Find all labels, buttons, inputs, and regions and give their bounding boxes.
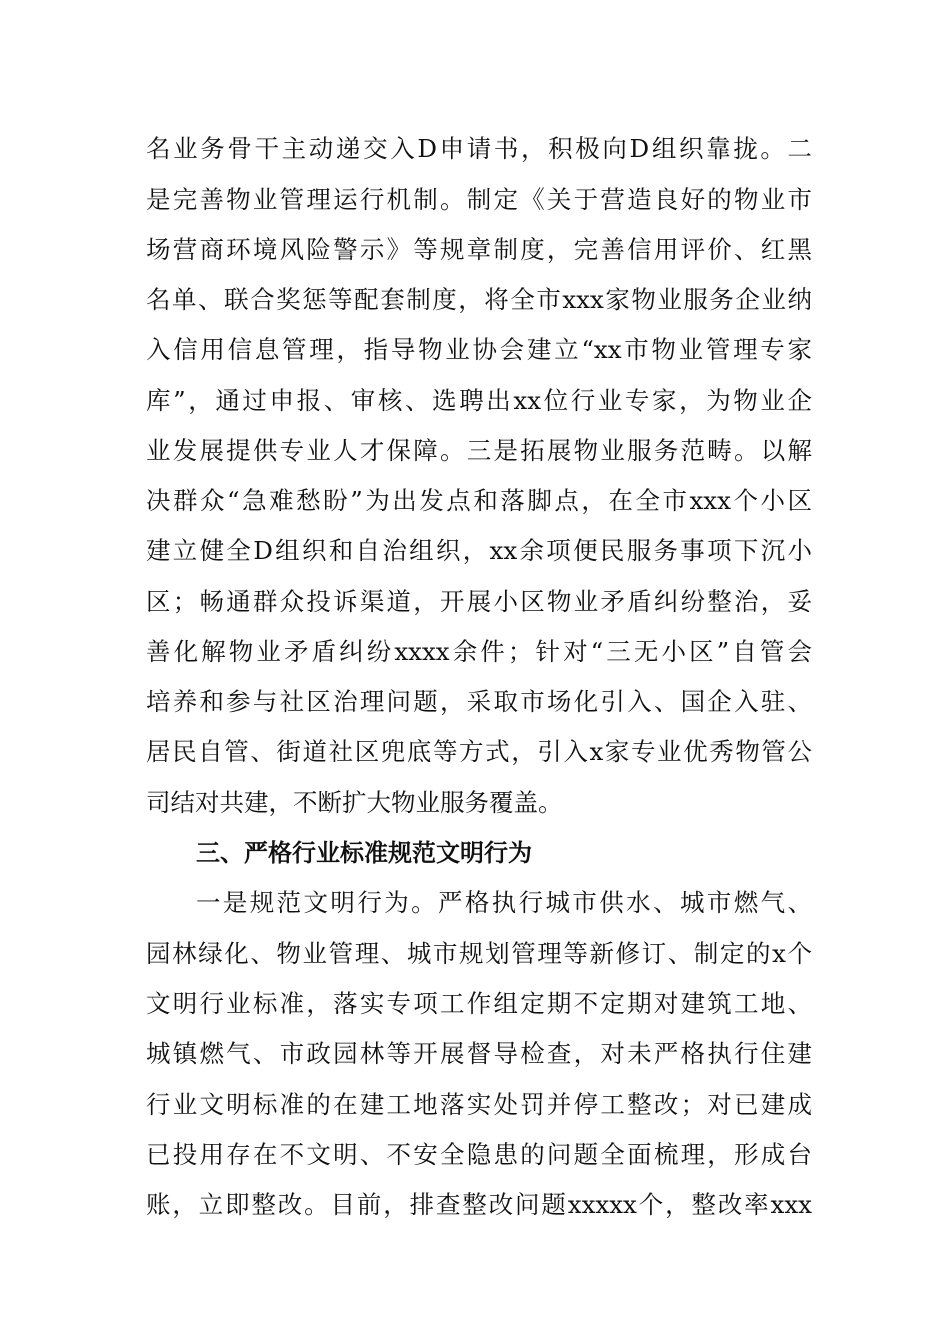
paragraph-line: 文明行业标准，落实专项工作组定期不定期对建筑工地、 — [146, 989, 812, 1018]
paragraph-line: 账，立即整改。目前，排查整改问题xxxxx个，整改率xxx — [146, 1190, 812, 1219]
paragraph-line: 区；畅通群众投诉渠道，开展小区物业矛盾纠纷整治，妥 — [146, 587, 812, 616]
paragraph-line: 业发展提供专业人才保障。三是拓展物业服务范畴。以解 — [146, 436, 812, 465]
paragraph-line: 名单、联合奖惩等配套制度，将全市xxx家物业服务企业纳 — [146, 285, 812, 314]
paragraph-line: 建立健全D组织和自治组织，xx余项便民服务事项下沉小 — [146, 536, 812, 565]
paragraph-line: 是完善物业管理运行机制。制定《关于营造良好的物业市 — [146, 185, 812, 214]
paragraph-line: 园林绿化、物业管理、城市规划管理等新修订、制定的x个 — [146, 939, 812, 968]
paragraph-line: 已投用存在不文明、不安全隐患的问题全面梳理，形成台 — [146, 1140, 812, 1169]
paragraph-line: 名业务骨干主动递交入D申请书，积极向D组织靠拢。二 — [146, 134, 812, 163]
paragraph-line: 善化解物业矛盾纠纷xxxx余件；针对“三无小区”自管会 — [146, 637, 812, 666]
paragraph-line: 城镇燃气、市政园林等开展督导检查，对未严格执行住建 — [146, 1039, 812, 1068]
paragraph-line: 场营商环境风险警示》等规章制度，完善信用评价、红黑 — [146, 235, 812, 264]
section-heading: 三、严格行业标准规范文明行为 — [196, 839, 532, 867]
paragraph-line: 库”，通过申报、审核、选聘出xx位行业专家，为物业企 — [146, 386, 812, 415]
paragraph-line: 居民自管、街道社区兜底等方式，引入x家专业优秀物管公 — [146, 737, 812, 766]
paragraph-line: 决群众“急难愁盼”为出发点和落脚点，在全市xxx个小区 — [146, 486, 812, 515]
paragraph-line: 培养和参与社区治理问题，采取市场化引入、国企入驻、 — [146, 687, 812, 716]
paragraph-line: 行业文明标准的在建工地落实处罚并停工整改；对已建成 — [146, 1090, 812, 1119]
paragraph-line: 一是规范文明行为。严格执行城市供水、城市燃气、 — [196, 888, 812, 917]
paragraph-line: 入信用信息管理，指导物业协会建立“xx市物业管理专家 — [146, 335, 812, 364]
paragraph-line: 司结对共建，不断扩大物业服务覆盖。 — [146, 788, 563, 817]
